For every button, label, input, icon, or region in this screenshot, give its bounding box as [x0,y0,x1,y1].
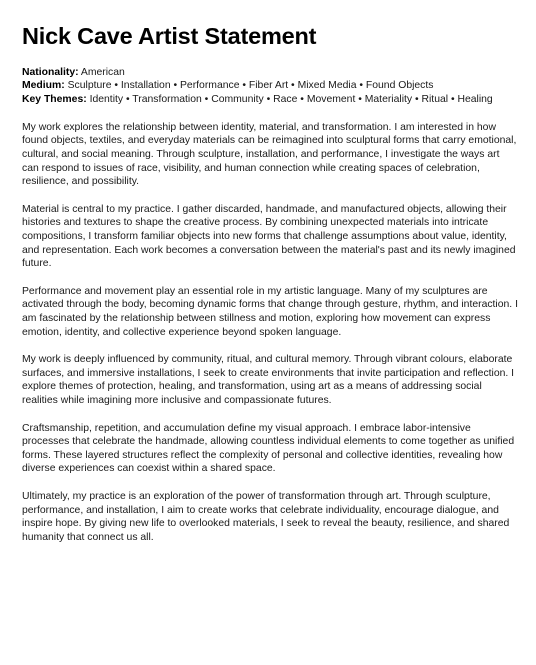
nationality-label: Nationality: [22,67,79,78]
key-themes-label: Key Themes: [22,93,87,105]
statement-paragraph-6: Ultimately, my practice is an exploration of the power of transformation through art. Through sculpture, performance, and installation, I aim to create works that celebrate individuality, encourage dialogue, and inspire hope. By giving new life to overlooked materials, I seek to reveal the beauty, resilience, and shared humanity that connect us all. [22,490,510,543]
statement-paragraph-1: My work explores the relationship between identity, material, and transformation. I am interested in how found objects, textiles, and everyday materials can be reimagined into sculptural forms that carry emotional, cultural, and social meaning. Through sculpture, installation, and performance, I investigate the ways art can respond to issues of race, visibility, and human connection while creating spaces of celebration, resilience, and possibility. [22,121,517,188]
key-themes-value: Identity • Transformation • Community • Race • Movement • Materiality • Ritual • Healing [89,93,493,105]
artist-metadata [22,66,518,106]
page-title: Nick Cave Artist Statement [22,23,317,49]
medium-label: Medium: [22,80,65,92]
statement-paragraph-2: Material is central to my practice. I gather discarded, handmade, and manufactured objects, allowing their histories and textures to shape the creative process. By combining unexpected materials into intricate compositions, I transform familiar objects into new forms that challenge assumptions about value, identity, and representation. Each work becomes a conversation between the material's past and its newly imagined future. [22,203,516,270]
key-themes-row [22,93,518,106]
statement-paragraph-3: Performance and movement play an essential role in my artistic language. Many of my sculptures are activated through the body, becoming dynamic forms that change through gesture, rhythm, and interaction. I am fascinated by the relationship between stillness and motion, exploring how movement can express emotion, identity, and collective experience beyond spoken language. [22,285,518,338]
nationality-row [22,66,518,79]
medium-row [22,79,518,92]
statement-paragraph-4: My work is deeply influenced by community, ritual, and cultural memory. Through vibrant colours, elaborate surfaces, and immersive installations, I seek to create environments that invite participation and reflection. I explore themes of protection, healing, and transformation, using art as a means of addressing social realities while imagining more inclusive and compassionate futures. [22,354,515,406]
medium-value: Sculpture • Installation • Performance • Fiber Art • Mixed Media • Found Objects [67,80,434,92]
statement-paragraph-5: Craftsmanship, repetition, and accumulation define my visual approach. I embrace labor-intensive processes that celebrate the handmade, allowing countless individual elements to come together as unified forms. These layered structures reflect the complexity of personal and collective identities, revealing how diverse experiences can coexist within a shared space. [22,422,515,475]
nationality-value: American [80,67,125,78]
